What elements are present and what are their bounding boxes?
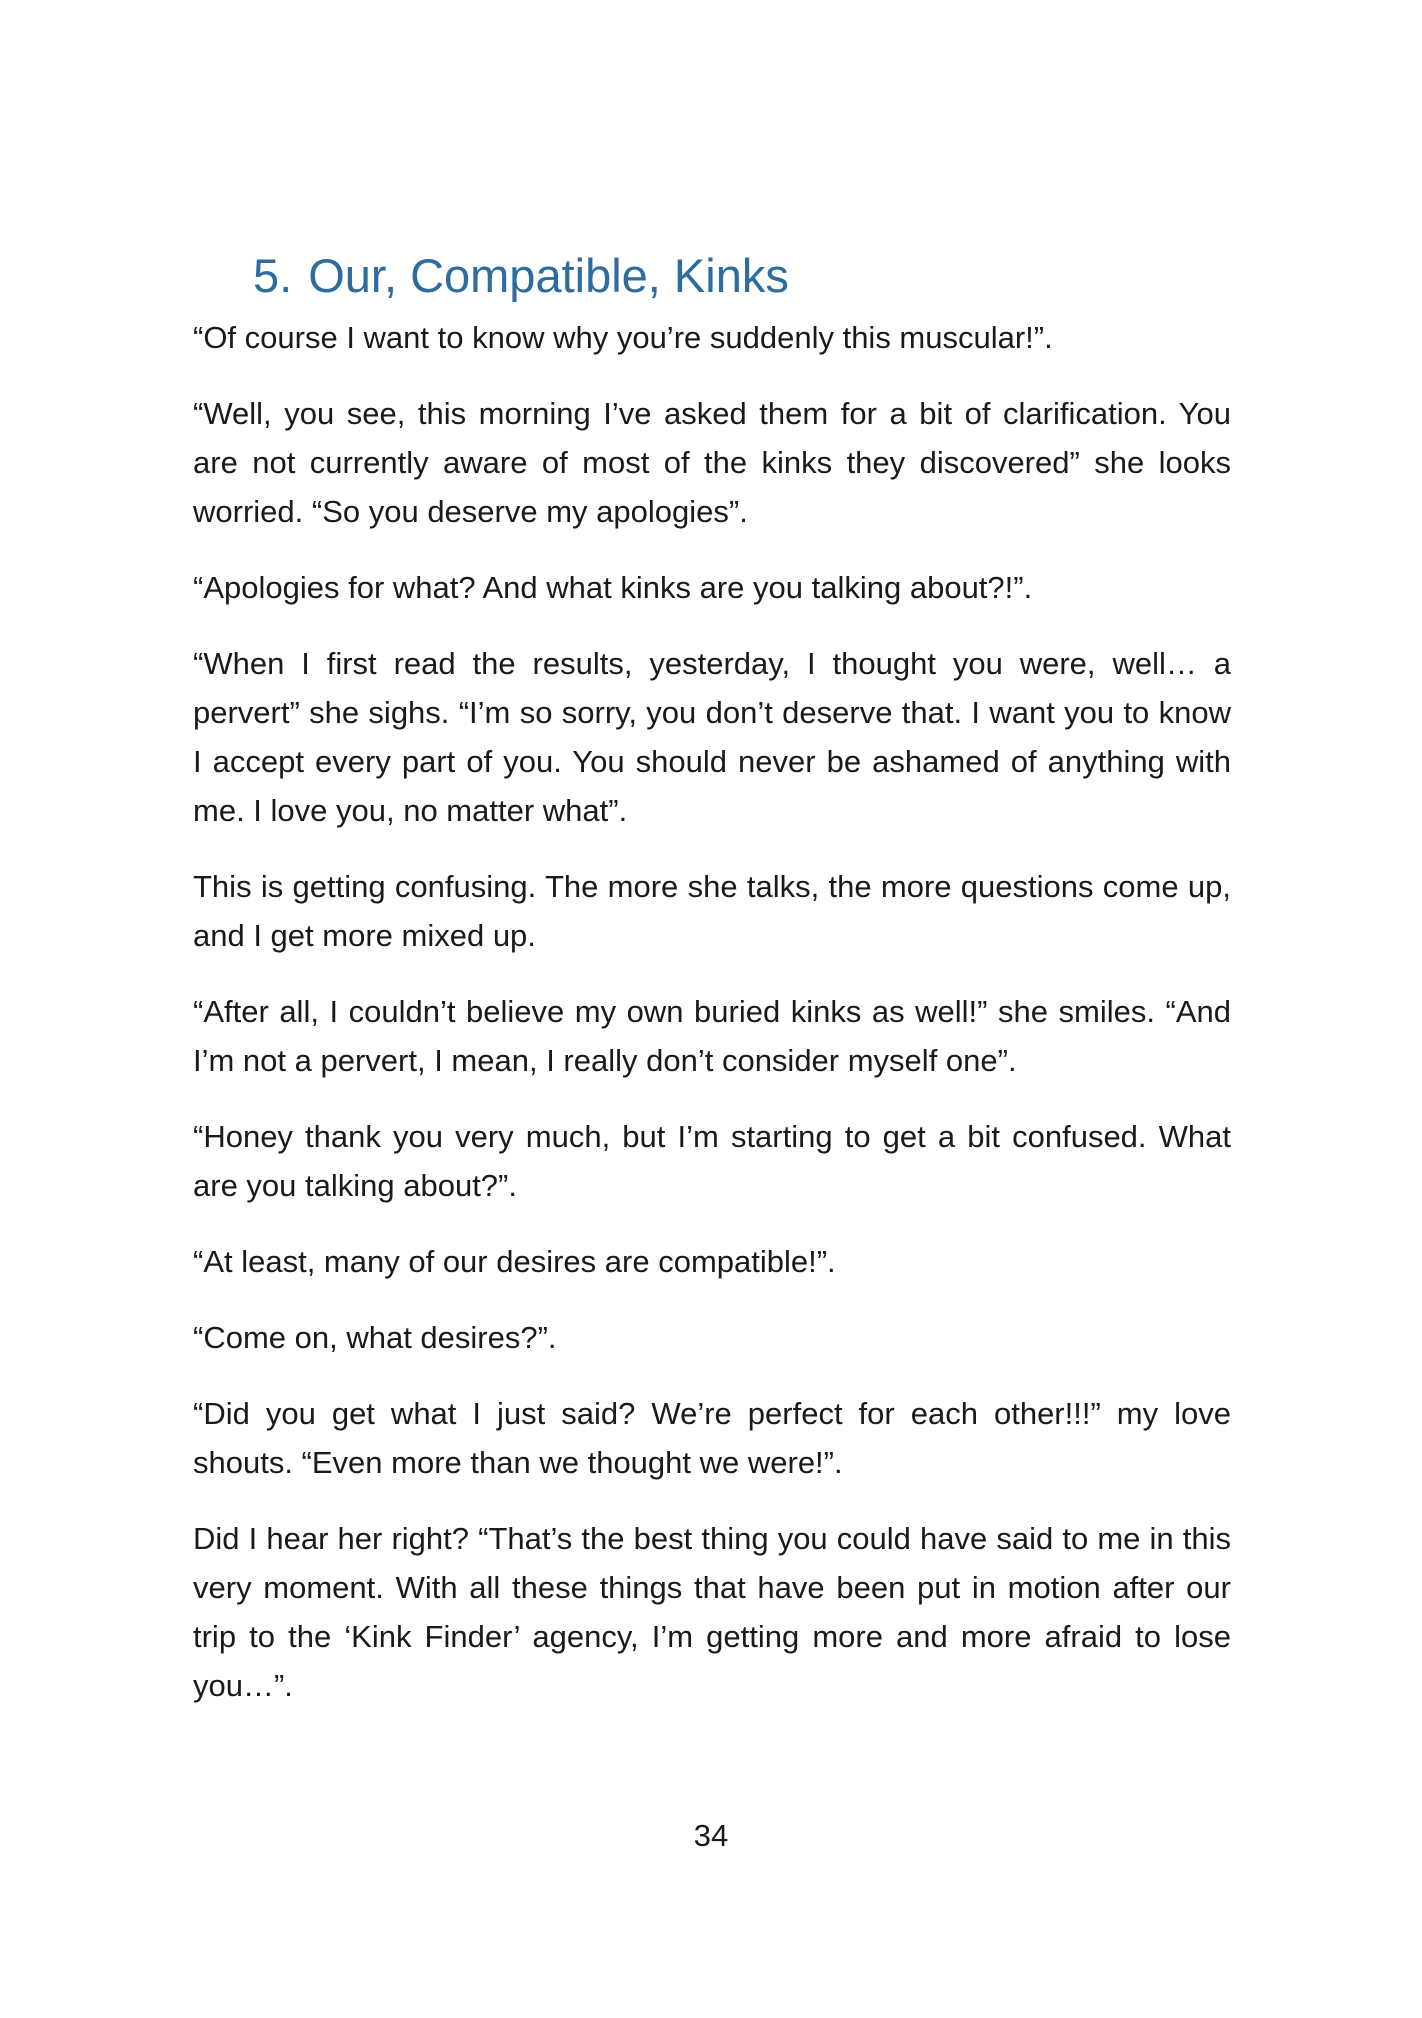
- paragraph: This is getting confusing. The more she talks, the more questions come up, and I get more mixed up.: [193, 869, 1231, 953]
- chapter-heading: [253, 244, 789, 308]
- paragraph: “Apologies for what? And what kinks are you talking about?!”.: [193, 570, 1033, 605]
- paragraph: “Did you get what I just said? We’re perfect for each other!!!” my love shouts. “Even more than we thought we were!”.: [193, 1396, 1231, 1480]
- paragraph: “At least, many of our desires are compatible!”.: [193, 1244, 836, 1279]
- paragraph: “Come on, what desires?”.: [193, 1320, 557, 1355]
- paragraph: “When I first read the results, yesterday, I thought you were, well… a pervert” she sighs. “I’m so sorry, you don’t deserve that. I want you to know I accept every part of you. You should never be ashamed of anything with me. I love you, no matter what”.: [193, 646, 1231, 828]
- body-text: [193, 313, 1231, 1737]
- chapter-title: Our, Compatible, Kinks: [308, 249, 789, 302]
- paragraph: “After all, I couldn’t believe my own buried kinks as well!” she smiles. “And I’m not a pervert, I mean, I really don’t consider myself one”.: [193, 994, 1231, 1078]
- paragraph: “Of course I want to know why you’re suddenly this muscular!”.: [193, 320, 1053, 355]
- paragraph: “Well, you see, this morning I’ve asked them for a bit of clarification. You are not currently aware of most of the kinks they discovered” she looks worried. “So you deserve my apologies”.: [193, 396, 1231, 529]
- page-number: 34: [693, 1818, 729, 1853]
- chapter-number: 5.: [253, 249, 293, 302]
- paragraph: “Honey thank you very much, but I’m starting to get a bit confused. What are you talking about?”.: [193, 1119, 1231, 1203]
- paragraph: Did I hear her right? “That’s the best thing you could have said to me in this very moment. With all these things that have been put in motion after our trip to the ‘Kink Finder’ agency, I’m getting more and more afraid to lose you…”.: [193, 1521, 1231, 1703]
